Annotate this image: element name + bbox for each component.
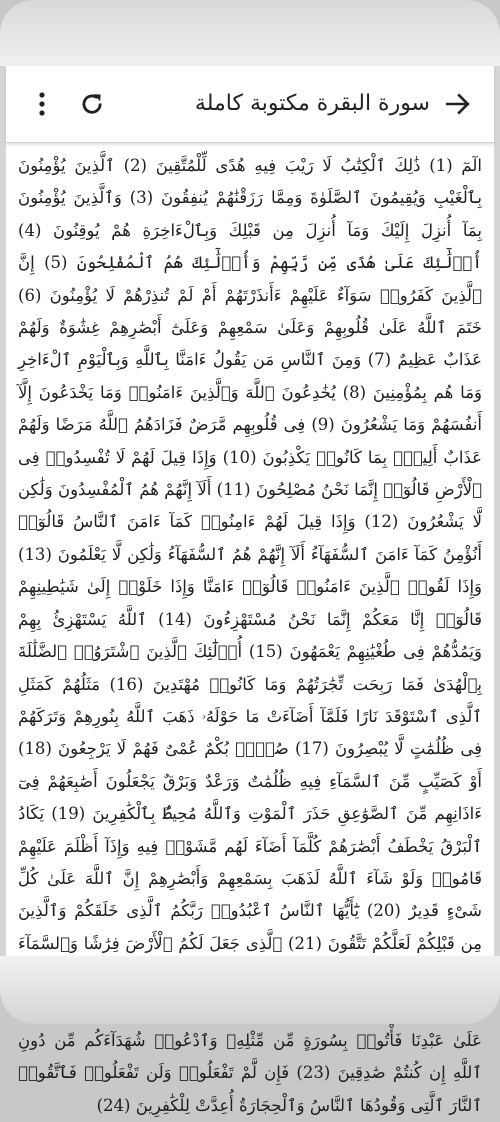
refresh-button[interactable] — [72, 84, 112, 124]
app-screen — [6, 66, 494, 1115]
device-frame-top — [0, 0, 500, 66]
more-options-button[interactable] — [22, 84, 62, 124]
surah-text: الٓمٓ (1) ذَٰلِكَ ٱلْكِتَٰبُ لَا رَيْبَ فِيهِ هُدًى لِّلْمُتَّقِينَ (2) ٱلَّذِينَ يُؤْمِنُونَ بِٱلْغَيْبِ وَيُقِيمُونَ ٱلصَّلَوٰةَ وَمِمَّا رَزَقْنَٰهُمْ يُنفِقُونَ (3) وَٱلَّذِينَ يُؤْمِنُونَ بِمَآ أُنزِلَ إِلَيْكَ وَمَآ أُنزِلَ مِن قَبْلِكَ وَبِٱلْءَاخِرَةِ هُمْ يُوقِنُونَ (4) أُو۟لَٰٓئِكَ عَلَىٰ هُدًى مِّن رَّبِّهِمْ وَأُو۟لَٰٓئِكَ هُمُ ٱلْمُفْلِحُونَ (5) إِنَّ ٱلَّذِينَ كَفَرُوا۟ سَوَآءٌ عَلَيْهِمْ ءَأَنذَرْتَهُمْ أَمْ لَمْ تُنذِرْهُمْ لَا يُؤْمِنُونَ (6) خَتَمَ ٱللَّهُ عَلَىٰ قُلُوبِهِمْ وَعَلَىٰ سَمْعِهِمْ وَعَلَىٰٓ أَبْصَٰرِهِمْ غِشَٰوَةٌ وَلَهُمْ عَذَابٌ عَظِيمٌ (7) وَمِنَ ٱلنَّاسِ مَن يَقُولُ ءَامَنَّا بِٱللَّهِ وَبِٱلْيَوْمِ ٱلْءَاخِرِ وَمَا هُم بِمُؤْمِنِينَ (8) يُخَٰدِعُونَ ٱللَّهَ وَٱلَّذِينَ ءَامَنُوا۟ وَمَا يَخْدَعُونَ إِلَّآ أَنفُسَهُمْ وَمَا يَشْعُرُونَ (9) فِى قُلُوبِهِم مَّرَضٌ فَزَادَهُمُ ٱللَّهُ مَرَضًا وَلَهُمْ عَذَابٌ أَلِيمٌۢ بِمَا كَانُوا۟ يَكْذِبُونَ (10) وَإِذَا قِيلَ لَهُمْ لَا تُفْسِدُوا۟ فِى ٱلْأَرْضِ قَالُوٓا۟ إِنَّمَا نَحْنُ مُصْلِحُونَ (11) أَلَآ إِنَّهُمْ هُمُ ٱلْمُفْسِدُونَ وَلَٰكِن لَّا يَشْعُرُونَ (12) وَإِذَا قِيلَ لَهُمْ ءَامِنُوا۟ كَمَآ ءَامَنَ ٱلنَّاسُ قَالُوٓا۟ أَنُؤْمِنُ كَمَآ ءَامَنَ ٱلسُّفَهَآءُ أَلَآ إِنَّهُمْ هُمُ ٱلسُّفَهَآءُ وَلَٰكِن لَّا يَعْلَمُونَ (13) وَإِذَا لَقُوا۟ ٱلَّذِينَ ءَامَنُوا۟ قَالُوٓا۟ ءَامَنَّا وَإِذَا خَلَوْا۟ إِلَىٰ شَيَٰطِينِهِمْ قَالُوٓا۟ إِنَّا مَعَكُمْ إِنَّمَا نَحْنُ مُسْتَهْزِءُونَ (14) ٱللَّهُ يَسْتَهْزِئُ بِهِمْ وَيَمُدُّهُمْ فِى طُغْيَٰنِهِمْ يَعْمَهُونَ (15) أُو۟لَٰٓئِكَ ٱلَّذِينَ ٱشْتَرَوُا۟ ٱلضَّلَٰلَةَ بِٱلْهُدَىٰ فَمَا رَبِحَت تِّجَٰرَتُهُمْ وَمَا كَانُوا۟ مُهْتَدِينَ (16) مَثَلُهُمْ كَمَثَلِ ٱلَّذِى ٱسْتَوْقَدَ نَارًا فَلَمَّآ أَضَآءَتْ مَا حَوْلَهُۥ ذَهَبَ ٱللَّهُ بِنُورِهِمْ وَتَرَكَهُمْ فِى ظُلُمَٰتٍ لَّا يُبْصِرُونَ (17) صُمٌّۢ بُكْمٌ عُمْىٌ فَهُمْ لَا يَرْجِعُونَ (18) أَوْ كَصَيِّبٍ مِّنَ ٱلسَّمَآءِ فِيهِ ظُلُمَٰتٌ وَرَعْدٌ وَبَرْقٌ يَجْعَلُونَ أَصَٰبِعَهُمْ فِىٓ ءَاذَانِهِم مِّنَ ٱلصَّوَٰعِقِ حَذَرَ ٱلْمَوْتِ وَٱللَّهُ مُحِيطٌۢ بِٱلْكَٰفِرِينَ (19) يَكَادُ ٱلْبَرْقُ يَخْطَفُ أَبْصَٰرَهُمْ كُلَّمَآ أَضَآءَ لَهُم مَّشَوْا۟ فِيهِ وَإِذَآ أَظْلَمَ عَلَيْهِمْ قَامُوا۟ وَلَوْ شَآءَ ٱللَّهُ لَذَهَبَ بِسَمْعِهِمْ وَأَبْصَٰرِهِمْ إِنَّ ٱللَّهَ عَلَىٰ كُلِّ شَىْءٍ قَدِيرٌ (20) يَٰٓأَيُّهَا ٱلنَّاسُ ٱعْبُدُوا۟ رَبَّكُمُ ٱلَّذِى خَلَقَكُمْ وَٱلَّذِينَ مِن قَبْلِكُمْ لَعَلَّكُمْ تَتَّقُونَ (21) ٱلَّذِى جَعَلَ لَكُمُ ٱلْأَرْضَ فِرَٰشًا وَٱلسَّمَآءَ عَلَىٰ عَبْدِنَا فَأْتُوا۟ بِسُورَةٍ مِّن مِّثْلِهِۦ وَٱدْعُوا۟ شُهَدَآءَكُم مِّن دُونِ ٱللَّهِ إِن كُنتُمْ صَٰدِقِينَ (23) فَإِن لَّمْ تَفْعَلُوا۟ وَلَن تَفْعَلُوا۟ فَٱتَّقُوا۟ ٱلنَّارَ ٱلَّتِى وَقُودُهَا ٱلنَّاسُ وَٱلْحِجَارَةُ أُعِدَّتْ لِلْكَٰفِرِينَ (24) — [18, 156, 483, 1115]
surah-text-view[interactable] — [6, 142, 494, 1115]
app-bar — [6, 66, 494, 143]
device-frame-right — [494, 66, 500, 956]
page-title: سورة البقرة مكتوبة كاملة — [194, 91, 430, 116]
device-frame-bottom — [0, 956, 500, 1024]
arrow-back-icon — [445, 91, 471, 117]
refresh-icon — [79, 91, 105, 117]
more-vert-icon — [37, 91, 47, 117]
back-button[interactable] — [438, 84, 478, 124]
